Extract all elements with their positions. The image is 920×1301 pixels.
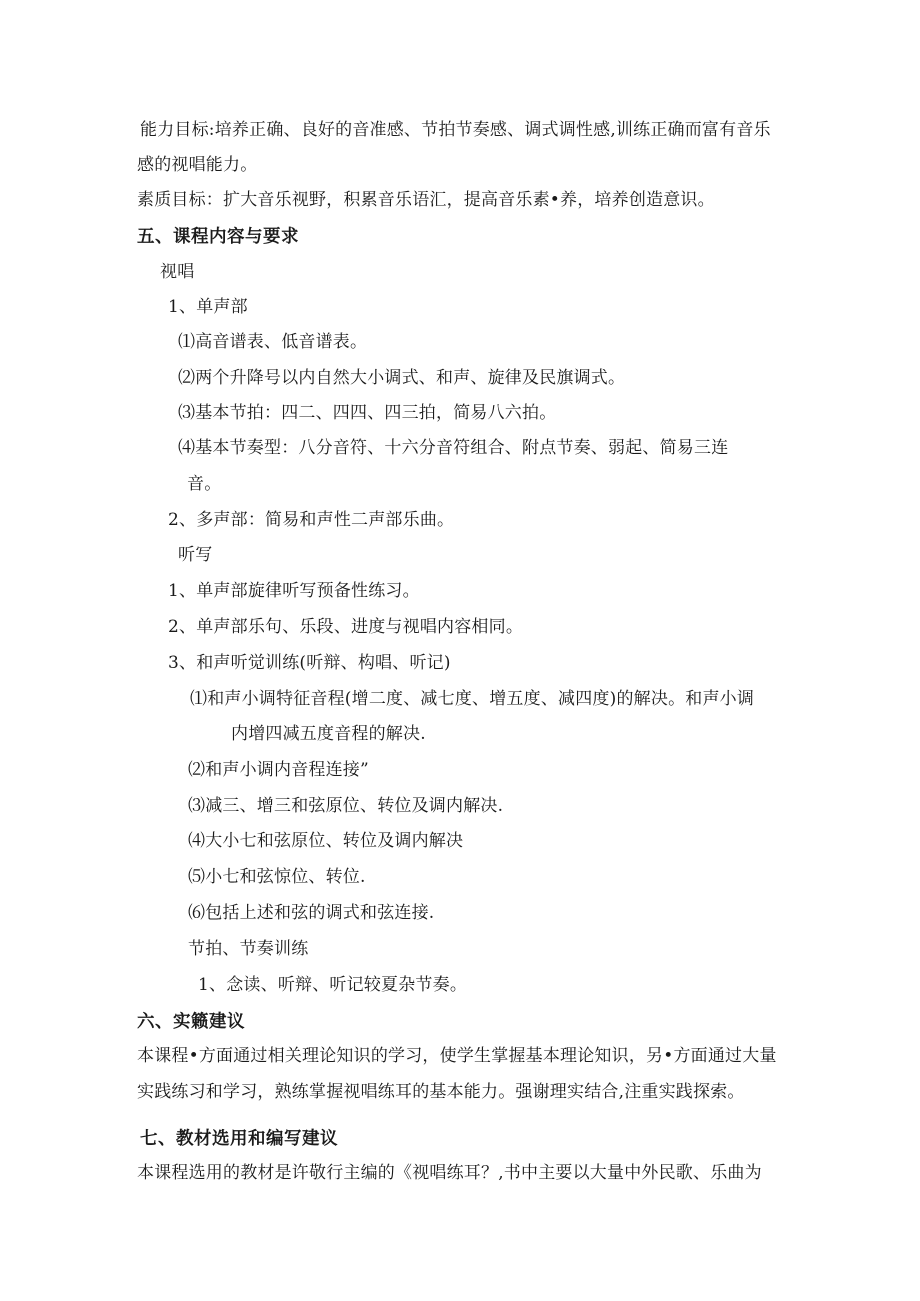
dictation-sub-4: ⑷大小七和弦原位、转位及调内解决 — [188, 831, 464, 851]
sight-singing-item-2: 2、多声部：简易和声性二声部乐曲。 — [168, 510, 455, 530]
sight-singing-sub-4-line2: 音。 — [187, 474, 222, 494]
sight-singing-title: 视唱 — [160, 262, 195, 282]
dictation-sub-1-line2: 内增四减五度音程的解决. — [231, 724, 426, 744]
section-6-heading: 六、实籁建议 — [137, 1012, 245, 1032]
dictation-sub-5: ⑸小七和弦惊位、转位. — [188, 867, 366, 887]
sight-singing-sub-4-line1: ⑷基本节奏型：八分音符、十六分音符组合、附点节奏、弱起、简易三连 — [178, 438, 729, 458]
section-6-para-line2: 实践练习和学习，熟练掌握视唱练耳的基本能力。强谢理实结合,注重实践探索。 — [137, 1082, 745, 1102]
dictation-sub-2: ⑵和声小调内音程连接” — [188, 760, 369, 780]
sight-singing-item-1: 1、单声部 — [168, 297, 248, 317]
rhythm-item-1: 1、念读、听辩、听记较夏杂节奏。 — [198, 975, 468, 995]
dictation-title: 听写 — [178, 545, 213, 565]
section-7-heading: 七、教材选用和编写建议 — [140, 1129, 338, 1149]
ability-goal-line2: 感的视唱能力。 — [137, 155, 258, 175]
section-5-heading: 五、课程内容与要求 — [137, 227, 299, 247]
dictation-sub-3: ⑶减三、增三和弦原位、转位及调内解决. — [188, 796, 504, 816]
dictation-item-1: 1、单声部旋律听写预备性练习。 — [168, 581, 420, 601]
ability-goal-line1: 能力目标:培养正确、良好的音准感、节拍节奏感、调式调性感,训练正确而富有音乐 — [140, 120, 771, 140]
dictation-item-2: 2、单声部乐句、乐段、进度与视唱内容相同。 — [168, 617, 524, 637]
sight-singing-sub-2: ⑵两个升降号以内自然大小调式、和声、旋律及民旗调式。 — [178, 368, 626, 388]
section-7-para-line1: 本课程选用的教材是许敬行主编的《视唱练耳？,书中主要以大量中外民歌、乐曲为 — [137, 1163, 762, 1183]
rhythm-title: 节拍、节奏训练 — [188, 939, 309, 959]
dictation-sub-6: ⑹包括上述和弦的调式和弦连接. — [188, 903, 435, 923]
sight-singing-sub-1: ⑴高音谱表、低音谱表。 — [178, 332, 368, 352]
dictation-sub-1-line1: ⑴和声小调特征音程(增二度、减七度、增五度、减四度)的解决。和声小调 — [190, 689, 755, 709]
dictation-item-3: 3、和声听觉训练(听辩、构唱、听记) — [168, 653, 451, 673]
sight-singing-sub-3: ⑶基本节拍：四二、四四、四三拍，简易八六拍。 — [178, 403, 557, 423]
quality-goal: 素质目标：扩大音乐视野，积累音乐语汇，提高音乐素•养，培养创造意识。 — [137, 190, 715, 210]
section-6-para-line1: 本课程•方面通过相关理论知识的学习，使学生掌握基本理论知识，另•方面通过大量 — [137, 1046, 777, 1066]
